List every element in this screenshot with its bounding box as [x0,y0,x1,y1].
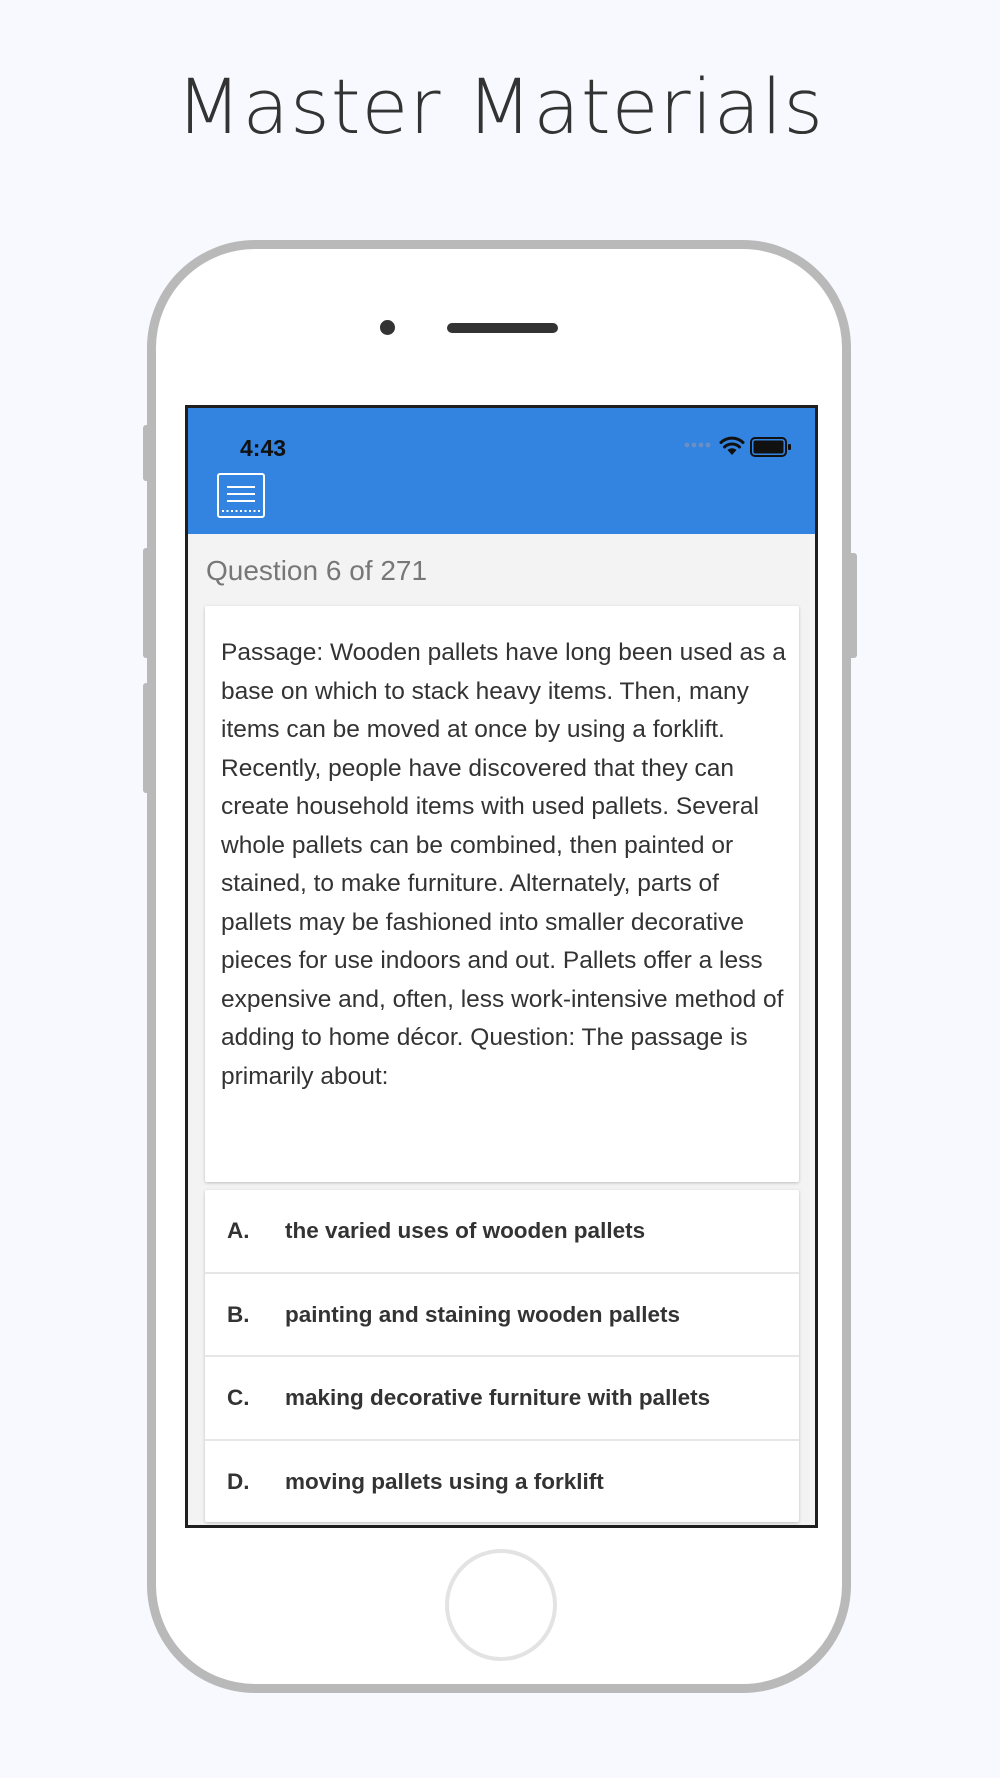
app-bar [188,408,815,534]
answer-option-a[interactable] [205,1190,799,1274]
status-time: 4:43 [240,435,287,461]
answer-letter: B. [227,1301,250,1327]
phone-camera [380,320,395,335]
phone-power-button [847,553,857,658]
menu-button[interactable] [217,473,265,518]
answer-text: the varied uses of wooden pallets [285,1218,646,1243]
app-screen [185,405,818,1528]
answer-list [205,1190,799,1522]
signal-icon [684,441,714,449]
answer-option-d[interactable] [205,1441,799,1525]
menu-icon [219,475,263,516]
phone-mute-switch [143,425,153,481]
phone-home-button [445,1549,557,1661]
answer-option-c[interactable] [205,1357,799,1441]
wifi-icon [719,436,745,456]
answer-letter: A. [227,1218,250,1243]
question-counter: Question 6 of 271 [206,555,428,586]
answer-text: painting and staining wooden pallets [285,1301,681,1327]
answer-option-b[interactable] [205,1274,799,1358]
phone-volume-down-button [143,683,153,793]
answer-text: moving pallets using a forklift [285,1468,604,1494]
answer-letter: C. [227,1385,250,1410]
passage-card [205,606,799,1182]
phone-speaker [447,323,558,333]
answer-letter: D. [227,1468,250,1494]
battery-icon [750,437,792,457]
answer-text: making decorative furniture with pallets [285,1385,711,1410]
passage-text: Passage: Wooden pallets have long been used as a base on which to stack heavy items. Then, many items can be moved at once by using a forklift. Recently, people have discovered that they can create household items with used pallets. Several whole pallets can be combined, then painted or stained, to make furniture. Alternately, parts of pallets may be fashioned into smaller decorative pieces for use indoors and out. Pallets offer a less expensive and, often, less work-intensive method of adding to home décor. Question: The passage is primarily about: [221,639,786,1090]
promo-headline: Master Materials [175,62,825,151]
phone-volume-up-button [143,548,153,658]
